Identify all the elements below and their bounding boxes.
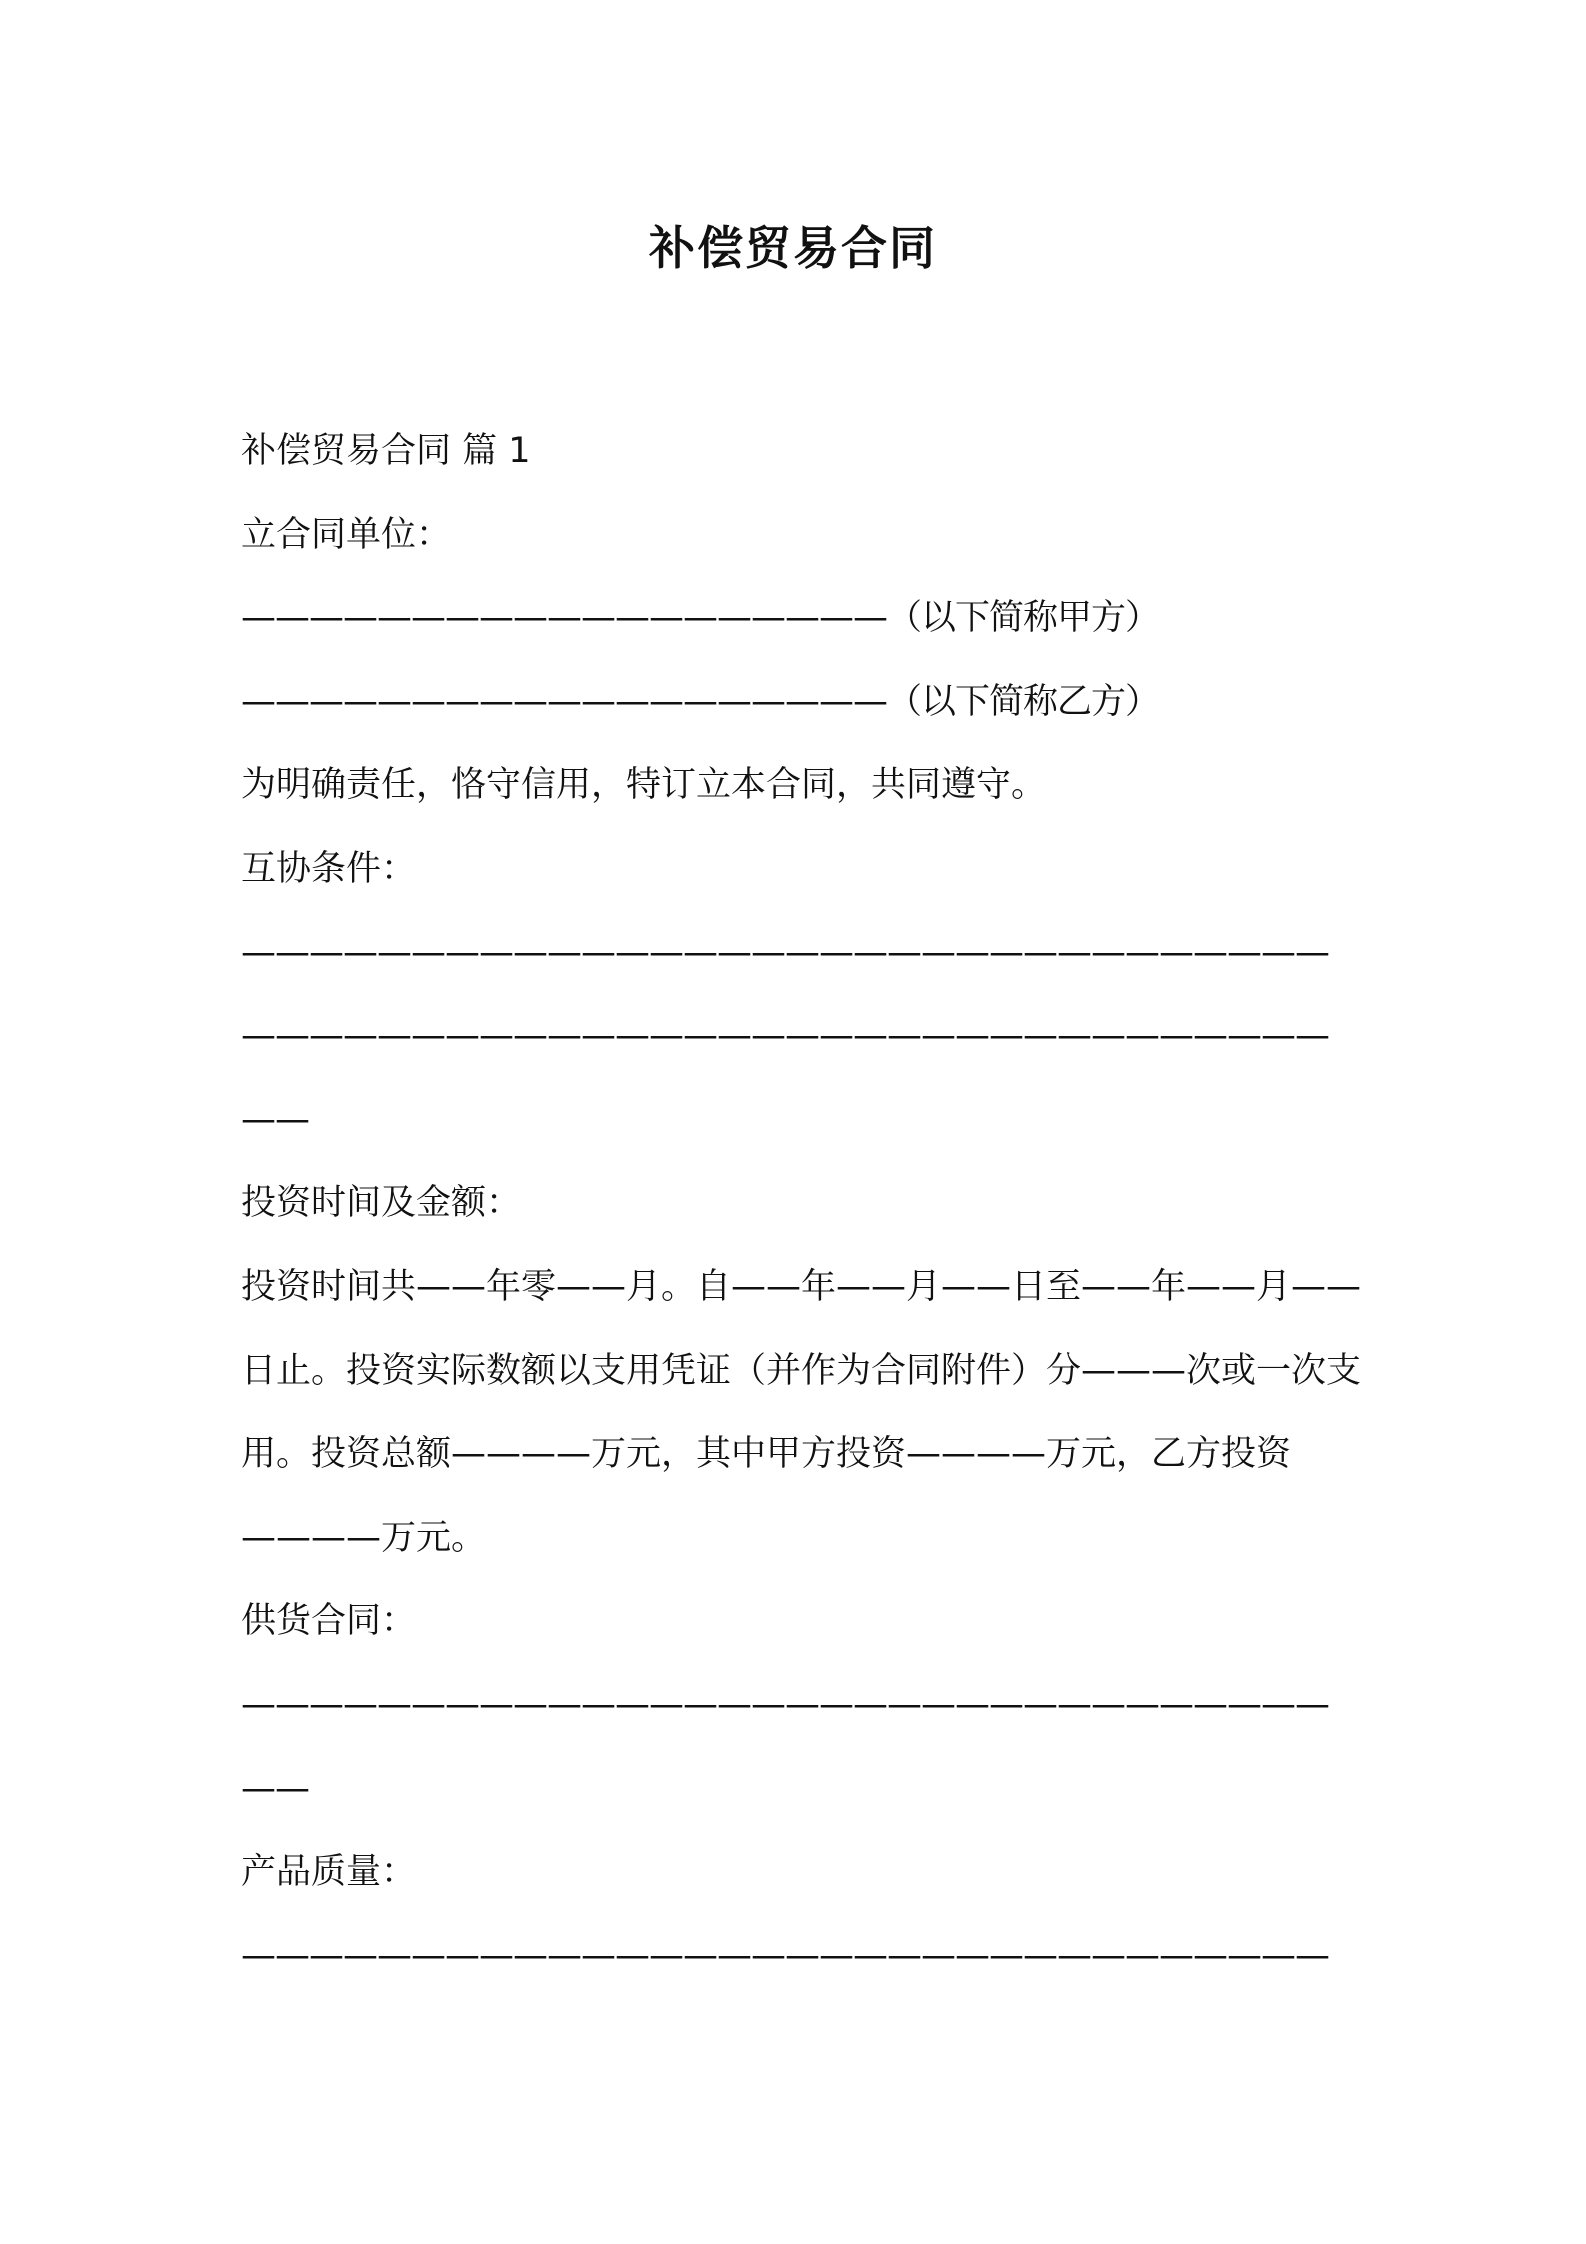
mutual-conditions-label: 互协条件： [241,848,417,889]
document-title: 补偿贸易合同 [649,221,937,275]
supply-label: 供货合同： [241,1601,417,1642]
mutual-conditions-blank-1: ———————————————————————————————— [241,932,1329,973]
party-a-line: ———————————————————（以下简称甲方） [241,598,1160,639]
quality-blank-1: ———————————————————————————————— [241,1935,1329,1976]
mutual-conditions-blank-2: ———————————————————————————————— [241,1016,1329,1057]
section-heading: 补偿贸易合同 篇 1 [241,431,531,471]
investment-label: 投资时间及金额： [241,1183,522,1224]
party-b-line: ———————————————————（以下简称乙方） [241,681,1160,722]
supply-blank-2: —— [241,1768,309,1809]
document-body [241,410,1361,1998]
intro-text: 为明确责任，恪守信用，特订立本合同，共同遵守。 [241,765,1047,806]
mutual-conditions-blank-3: —— [241,1099,309,1140]
supply-blank-1: ———————————————————————————————— [241,1684,1329,1725]
parties-label: 立合同单位： [241,514,452,555]
investment-text: 投资时间共——年零——月。自——年——月——日至——年——月——日止。投资实际数额以支用凭证（并作为合同附件）分———次或一次支用。投资总额————万元，其中甲方投资————万元，乙方投资————万元。 [241,1266,1362,1558]
quality-label: 产品质量： [241,1852,417,1893]
